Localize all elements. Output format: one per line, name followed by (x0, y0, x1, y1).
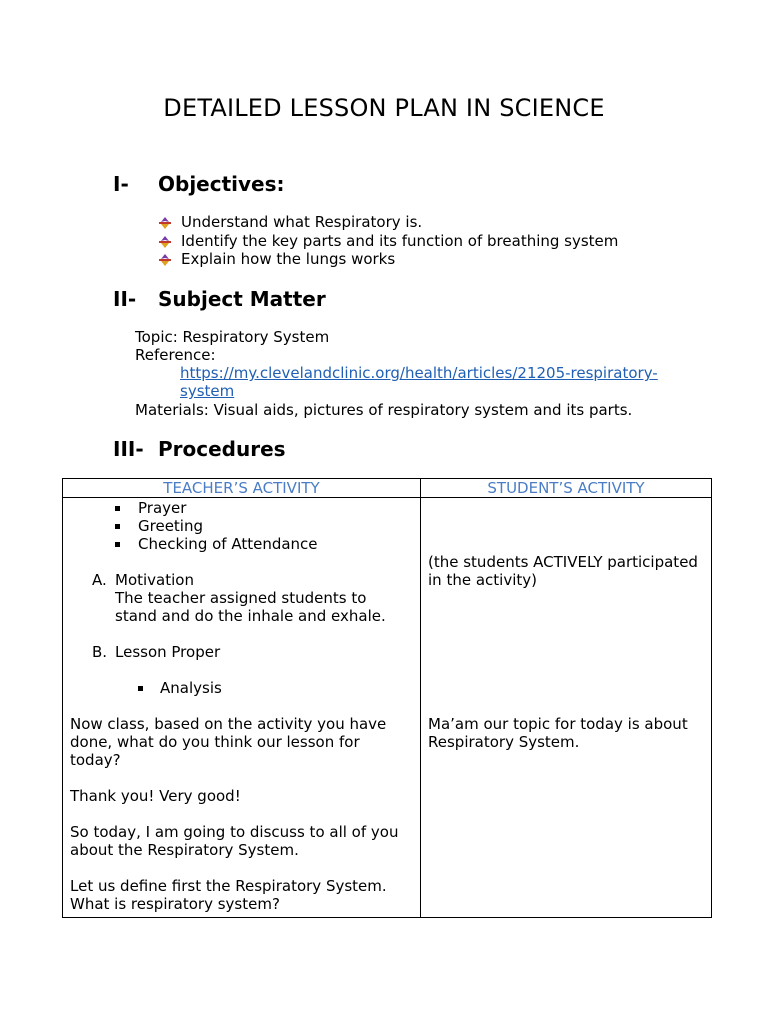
section-subject-matter-heading (113, 287, 326, 311)
reference-link[interactable] (180, 364, 658, 400)
reference-link-line1[interactable]: https://my.clevelandclinic.org/health/articles/21205-respiratory- (180, 364, 658, 382)
arrow-bullet-icon (159, 217, 171, 229)
teacher-line: Now class, based on the activity you have (70, 715, 387, 733)
section-number: II- (113, 287, 137, 311)
materials-line: Materials: Visual aids, pictures of respiratory system and its parts. (135, 401, 633, 419)
prelim-item: Greeting (138, 517, 203, 535)
teacher-line: about the Respiratory System. (70, 841, 299, 859)
prelim-item: Checking of Attendance (138, 535, 318, 553)
motivation-title: Motivation (115, 571, 194, 589)
section-label: Subject Matter (158, 287, 326, 311)
table-header-row (63, 479, 712, 498)
square-bullet-icon (138, 686, 143, 691)
square-bullet-icon (115, 506, 120, 511)
teacher-activity-cell (63, 498, 421, 918)
teacher-line: Thank you! Very good! (70, 787, 241, 805)
section-label: Procedures (158, 437, 286, 461)
student-activity-header: STUDENT’S ACTIVITY (421, 479, 712, 498)
arrow-bullet-icon (159, 254, 171, 266)
reference-label: Reference: (135, 346, 216, 364)
list-item (158, 213, 618, 232)
list-letter: B. (92, 643, 108, 661)
section-label: Objectives: (158, 172, 285, 196)
list-item (158, 250, 618, 269)
square-bullet-icon (115, 542, 120, 547)
list-letter: A. (92, 571, 107, 589)
teacher-activity-header: TEACHER’S ACTIVITY (63, 479, 421, 498)
section-objectives-heading (113, 172, 285, 196)
objective-text: Explain how the lungs works (181, 250, 396, 268)
prelim-item: Prayer (138, 499, 187, 517)
reference-link-line2[interactable]: system (180, 382, 235, 400)
teacher-line: done, what do you think our lesson for (70, 733, 360, 751)
teacher-line: What is respiratory system? (70, 895, 280, 913)
student-line: (the students ACTIVELY participated (428, 553, 698, 571)
page-title: DETAILED LESSON PLAN IN SCIENCE (163, 94, 605, 122)
student-line: Respiratory System. (428, 733, 580, 751)
student-line: in the activity) (428, 571, 537, 589)
analysis-label: Analysis (160, 679, 222, 697)
topic-line: Topic: Respiratory System (135, 328, 330, 346)
teacher-line: today? (70, 751, 121, 769)
teacher-line: So today, I am going to discuss to all of you (70, 823, 399, 841)
motivation-text: stand and do the inhale and exhale. (115, 607, 386, 625)
motivation-text: The teacher assigned students to (115, 589, 367, 607)
teacher-line: Let us define first the Respiratory System. (70, 877, 387, 895)
objective-text: Understand what Respiratory is. (181, 213, 423, 231)
procedures-table (62, 478, 712, 918)
arrow-bullet-icon (159, 236, 171, 248)
objective-text: Identify the key parts and its function of breathing system (181, 231, 619, 250)
objectives-list (158, 213, 618, 269)
square-bullet-icon (115, 524, 120, 529)
section-number: I- (113, 172, 129, 196)
student-activity-cell (421, 498, 712, 918)
lesson-proper-title: Lesson Proper (115, 643, 221, 661)
list-item (158, 232, 618, 251)
section-procedures-heading (113, 437, 286, 461)
table-row (63, 498, 712, 918)
section-number: III- (113, 437, 144, 461)
student-line: Ma’am our topic for today is about (428, 715, 688, 733)
